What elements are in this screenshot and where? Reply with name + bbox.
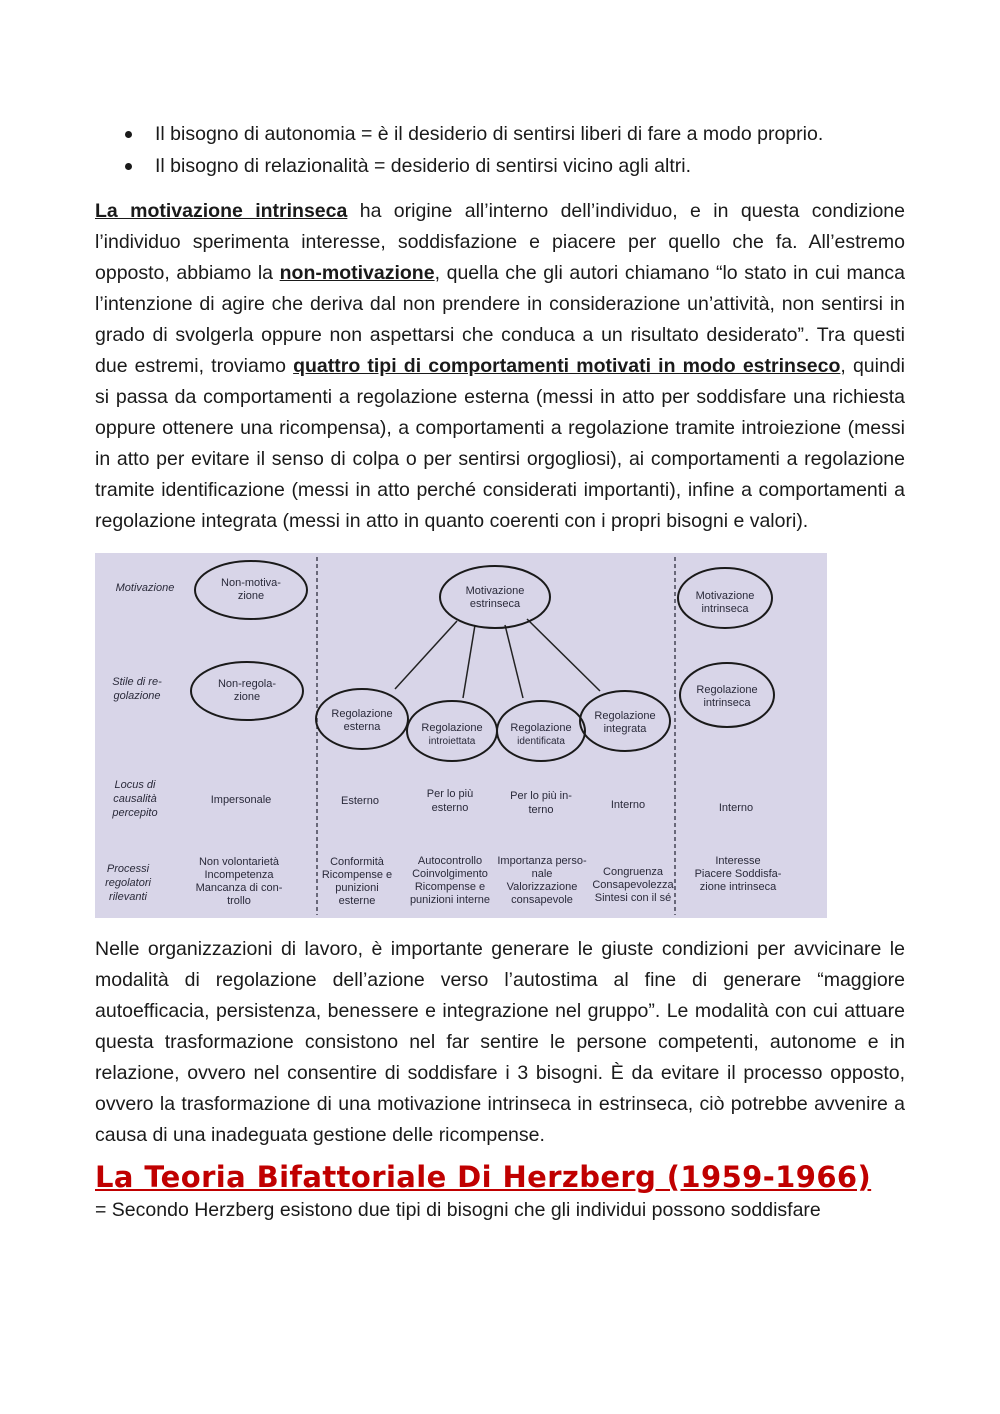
motivation-continuum-figure (95, 553, 827, 918)
nonmotivazione-label: Non-motiva-zione (221, 577, 281, 602)
paragraph-text: , quella che gli autori chiamano “lo stato in cui manca l’intenzione di agire che deriva dal non prendere in considerazione un’attività, non sentirsi in grado di svolgerla oppure non aspettarsi che conduca a un risultato desiderato”. Tra questi due estremi, troviamo (95, 262, 906, 377)
bullet-text: Il bisogno di autonomia = è il desiderio di sentirsi liberi di fare a modo proprio. (155, 123, 824, 145)
locus-esterno: Esterno (341, 795, 379, 807)
herzberg-intro-line: = Secondo Herzberg esistono due tipi di bisogni che gli individui possono soddisfare (95, 1199, 821, 1221)
bullet-item (95, 118, 905, 150)
reg-integrata-label: Regolazione integrata (594, 710, 656, 735)
term-quattro-tipi: quattro tipi di comportamenti motivati in modo estrinseco (293, 355, 841, 377)
locus-impersonale: Impersonale (210, 794, 272, 806)
paragraph-motivation (95, 196, 905, 537)
term-motivazione-intrinseca: La motivazione intrinseca (95, 200, 348, 222)
processi-introiettata: Autocontrollo Coinvolgimento Ricompense e punizioni interne (409, 855, 491, 906)
figure-diagram (95, 553, 827, 918)
bullet-dot (125, 131, 132, 138)
reg-introiettata-label: Regolazione introiettata (421, 722, 483, 747)
nonregolazione-label: Non-regola-zione (217, 678, 277, 703)
processi-nonmotivazione: Non volontarietà Incompetenza Mancanza di con-trollo (195, 856, 283, 907)
processi-integrata: Congruenza Consapevolezza Sintesi con il sé (592, 866, 674, 904)
needs-bullet-list (95, 118, 905, 182)
locus-interno-intrinseca: Interno (718, 802, 754, 814)
locus-piu-interno: Per lo più in-terno (510, 790, 572, 816)
term-non-motivazione: non-motivazione (279, 262, 435, 284)
processi-esterna: Conformità Ricompense e punizioni esterne (321, 856, 393, 907)
paragraph-text: , quindi si passa da comportamenti a regolazione esterna (messi in atto per soddisfare una richiesta oppure ottenere una ricompensa), a comportamenti a regolazione tramite introiezione (messi in atto per evitare il senso di colpa o per sentirsi orgogliosi), ai comportamenti a regolazione tramite identificazione (messi in atto perché considerati importanti), infine a comportamenti a regolazione integrata (messi in atto in quanto coerenti con i propri bisogni e valori). (95, 355, 905, 532)
locus-interno: Interno (610, 799, 646, 811)
processi-intrinseca: Interesse Piacere Soddisfa-zione intrinseca (694, 855, 782, 893)
reg-identificata-label: Regolazione identificata (510, 722, 572, 747)
row-label-stile: Stile di re-golazione (112, 676, 162, 702)
locus-piu-esterno: Per lo più esterno (426, 788, 474, 814)
processi-identificata: Importanza perso-nale Valorizzazione consapevole (497, 855, 587, 906)
bullet-text: Il bisogno di relazionalità = desiderio di sentirsi vicino agli altri. (155, 155, 691, 177)
paragraph-text: ha origine all’interno dell’individuo, e in questa condizione l’individuo sperimenta interesse, soddisfazione e piacere per quello che fa. All’estremo opposto, abbiamo la (95, 200, 905, 284)
row-label-motivazione: Motivazione (115, 582, 175, 594)
document-page (95, 118, 905, 1225)
row-label-processi: Processi regolatori rilevanti (105, 863, 151, 903)
bullet-item (95, 150, 905, 182)
paragraph-organizzazioni: Nelle organizzazioni di lavoro, è importante generare le giuste condizioni per avvicinare le modalità di regolazione dell’azione verso l’autostima al fine di generare “maggiore autoefficacia, persistenza, benessere e integrazione nel gruppo”. Le modalità con cui attuare questa trasformazione consistono nel far sentire le persone competenti, autonome e in relazione, ovvero nel consentire di soddisfare i 3 bisogni. È da evitare il processo opposto, ovvero la trasformazione di una motivazione intrinseca in estrinseca, ciò potrebbe avvenire a causa di una inadeguata gestione delle ricompense. (95, 938, 905, 1146)
reg-esterna-label: Regolazione esterna (331, 708, 393, 733)
intrinseca-label: Motivazione intrinseca (695, 590, 755, 615)
bullet-dot (125, 163, 132, 170)
row-label-locus: Locus di causalità percepito (112, 779, 158, 819)
reg-intrinseca-label: Regolazione intrinseca (696, 684, 758, 709)
section-heading-herzberg: La Teoria Bifattoriale Di Herzberg (1959-1966) (95, 1160, 872, 1194)
estrinseca-label: Motivazione estrinseca (465, 585, 525, 610)
